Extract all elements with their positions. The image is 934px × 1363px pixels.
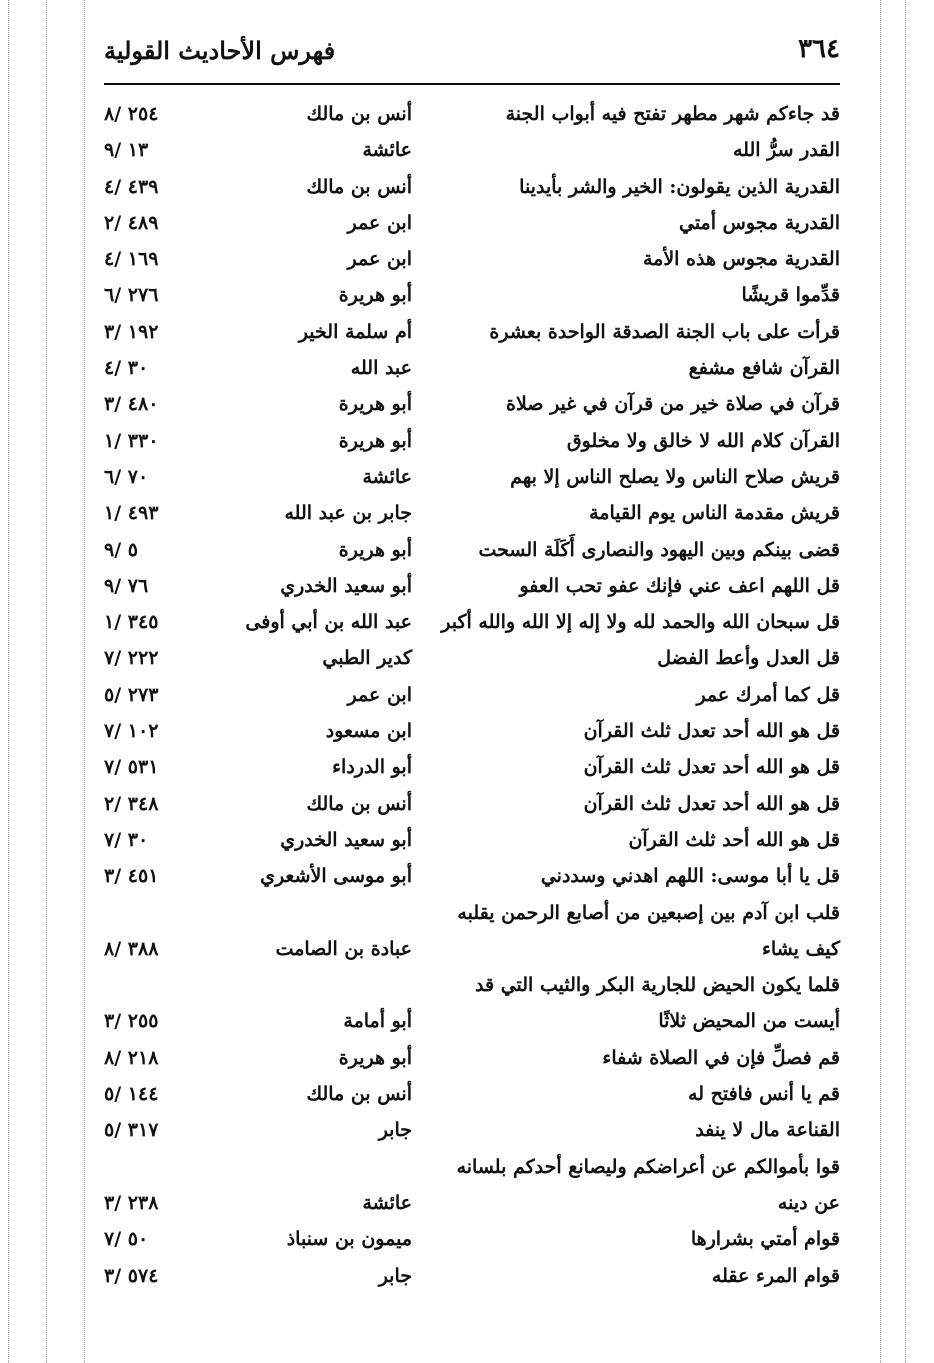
narrator-name: أبو هريرة [338,429,412,452]
narrator-name: أبو سعيد الخدري [280,828,412,851]
hadith-text: قم فصلِّ فإن في الصلاة شفاء [602,1046,840,1069]
narrator-name: أبو أمامة [343,1010,412,1033]
narrator-name: جابر [378,1119,412,1142]
volume-page-ref: ٣٤٥ /١ [104,611,159,634]
page-number: ٣٦٤ [798,34,840,64]
hadith-text: قرأت على باب الجنة الصدقة الواحدة بعشرة [489,320,840,343]
index-row [104,1116,840,1152]
scan-margin-line [84,0,85,1363]
index-row [104,1153,840,1189]
volume-page-ref: ١٣ /٩ [104,139,149,162]
index-row [104,499,840,535]
index-row [104,862,840,898]
hadith-text: قوا بأموالكم عن أعراضكم وليصانع أحدكم بلسانه [456,1155,840,1178]
hadith-text: قل هو الله أحد تعدل ثلث القرآن [583,756,840,779]
scan-margin-line [880,0,881,1363]
hadith-text: القرآن كلام الله لا خالق ولا مخلوق [566,429,840,452]
index-row [104,572,840,608]
index-row [104,1262,840,1298]
scan-margin-line [8,0,9,1363]
index-row [104,536,840,572]
volume-page-ref: ١٠٢ /٧ [104,720,159,743]
index-row [104,935,840,971]
volume-page-ref: ٣٨٨ /٨ [104,937,159,960]
index-row [104,644,840,680]
volume-page-ref: ٥ /٩ [104,538,138,561]
hadith-text: قرآن في صلاة خير من قرآن في غير صلاة [506,393,840,416]
hadith-text: أيست من المحيض ثلاثًا [658,1010,840,1033]
narrator-name: أم سلمة الخير [298,320,412,343]
hadith-text: قل هو الله أحد تعدل ثلث القرآن [583,720,840,743]
volume-page-ref: ٢٢٢ /٧ [104,647,159,670]
index-row [104,1080,840,1116]
narrator-name: أنس بن مالك [306,103,412,125]
hadith-text: قل هو الله أحد ثلث القرآن [628,828,840,851]
volume-page-ref: ٢١٨ /٨ [104,1046,159,1069]
narrator-name: ابن عمر [347,211,412,234]
hadith-text: قل اللهم اعف عني فإنك عفو تحب العفو [519,574,840,597]
page-header [104,28,840,74]
hadith-text: قل العدل وأعط الفضل [657,647,840,670]
index-row [104,608,840,644]
index-row [104,100,840,136]
index-row [104,971,840,1007]
narrator-name: أبو هريرة [338,1046,412,1069]
hadith-text: القناعة مال لا ينفد [695,1119,840,1142]
index-row [104,753,840,789]
volume-page-ref: ٥٧٤ /٣ [104,1264,159,1287]
hadith-text: قم يا أنس فافتح له [688,1083,840,1106]
volume-page-ref: ٢٣٨ /٣ [104,1191,159,1214]
volume-page-ref: ٢٥٤ /٨ [104,103,159,125]
narrator-name: ابن عمر [347,683,412,706]
volume-page-ref: ٣٤٨ /٢ [104,792,159,815]
volume-page-ref: ٤٣٩ /٤ [104,175,159,198]
volume-page-ref: ٧٦ /٩ [104,574,149,597]
hadith-text: قضى بينكم وبين اليهود والنصارى أَكَلَة السحت [478,538,840,561]
narrator-name: عبد الله بن أبي أوفى [245,611,412,634]
running-title: فهرس الأحاديث القولية [104,36,336,65]
index-row [104,209,840,245]
hadith-text: قريش مقدمة الناس يوم القيامة [589,502,840,525]
volume-page-ref: ٥٣١ /٧ [104,756,159,779]
hadith-text: قريش صلاح الناس ولا يصلح الناس إلا بهم [510,465,840,488]
narrator-name: أبو موسى الأشعري [260,865,412,888]
hadith-index-list [104,100,840,1298]
index-row [104,1225,840,1261]
narrator-name: أنس بن مالك [306,792,412,815]
index-row [104,717,840,753]
narrator-name: عائشة [362,1191,412,1214]
narrator-name: أبو هريرة [338,284,412,307]
volume-page-ref: ١٤٤ /٥ [104,1083,159,1106]
volume-page-ref: ٣١٧ /٥ [104,1119,159,1142]
volume-page-ref: ٣٠ /٧ [104,828,149,851]
narrator-name: ابن مسعود [325,720,412,743]
hadith-text: القدر سرُّ الله [732,139,840,162]
volume-page-ref: ٢٥٥ /٣ [104,1010,159,1033]
index-row [104,281,840,317]
index-row [104,390,840,426]
index-row [104,1189,840,1225]
volume-page-ref: ٢٧٦ /٦ [104,284,159,307]
index-row [104,354,840,390]
narrator-name: أبو هريرة [338,393,412,416]
index-row [104,136,840,172]
narrator-name: أبو هريرة [338,538,412,561]
index-row [104,899,840,935]
index-row [104,1044,840,1080]
hadith-text: عن دينه [777,1191,840,1214]
narrator-name: أبو سعيد الخدري [280,574,412,597]
index-row [104,318,840,354]
index-row [104,173,840,209]
hadith-text: قلما يكون الحيض للجارية البكر والثيب التي قد [475,974,840,997]
hadith-text: القدرية الذين يقولون: الخير والشر بأيدينا [519,175,840,198]
header-rule [104,83,840,85]
narrator-name: عبد الله [350,357,412,380]
index-row [104,1007,840,1043]
narrator-name: عائشة [362,139,412,162]
index-row [104,790,840,826]
volume-page-ref: ٤٩٣ /١ [104,502,159,525]
volume-page-ref: ٤٨٠ /٣ [104,393,159,416]
scan-margin-line [46,0,47,1363]
hadith-text: قل كما أمرك عمر [696,683,840,706]
hadith-text: القدرية مجوس أمتي [678,211,840,234]
narrator-name: أنس بن مالك [306,1083,412,1106]
volume-page-ref: ٣٠ /٤ [104,357,149,380]
narrator-name: ميمون بن سنباذ [286,1228,412,1251]
hadith-text: قل سبحان الله والحمد لله ولا إله إلا الله والله أكبر [441,611,840,634]
hadith-text: قوام أمتي بشرارها [690,1228,840,1251]
volume-page-ref: ٤٥١ /٣ [104,865,159,888]
volume-page-ref: ٣٣٠ /١ [104,429,159,452]
scan-margin-line [905,0,906,1363]
narrator-name: عبادة بن الصامت [275,937,412,960]
narrator-name: جابر [378,1264,412,1287]
narrator-name: أبو الدرداء [332,756,412,779]
index-row [104,427,840,463]
hadith-text: قل يا أبا موسى: اللهم اهدني وسددني [540,865,840,888]
narrator-name: عائشة [362,465,412,488]
volume-page-ref: ٢٧٣ /٥ [104,683,159,706]
hadith-text: قدِّموا قريشًا [741,284,840,307]
narrator-name: جابر بن عبد الله [284,502,412,525]
index-row [104,681,840,717]
narrator-name: أنس بن مالك [306,175,412,198]
narrator-name: كدير الطبي [322,647,412,670]
volume-page-ref: ١٦٩ /٤ [104,248,159,271]
hadith-text: القدرية مجوس هذه الأمة [642,248,840,271]
narrator-name: ابن عمر [347,248,412,271]
hadith-text: قوام المرء عقله [711,1264,840,1287]
volume-page-ref: ٤٨٩ /٢ [104,211,159,234]
index-row [104,245,840,281]
volume-page-ref: ١٩٢ /٣ [104,320,159,343]
hadith-text: كيف يشاء [761,937,840,960]
volume-page-ref: ٥٠ /٧ [104,1228,149,1251]
hadith-text: قلب ابن آدم بين إصبعين من أصابع الرحمن يقلبه [457,901,840,924]
volume-page-ref: ٧٠ /٦ [104,465,149,488]
hadith-text: القرآن شافع مشفع [688,357,840,380]
index-row [104,826,840,862]
hadith-text: قد جاءكم شهر مطهر تفتح فيه أبواب الجنة [505,103,840,125]
hadith-text: قل هو الله أحد تعدل ثلث القرآن [583,792,840,815]
index-row [104,463,840,499]
